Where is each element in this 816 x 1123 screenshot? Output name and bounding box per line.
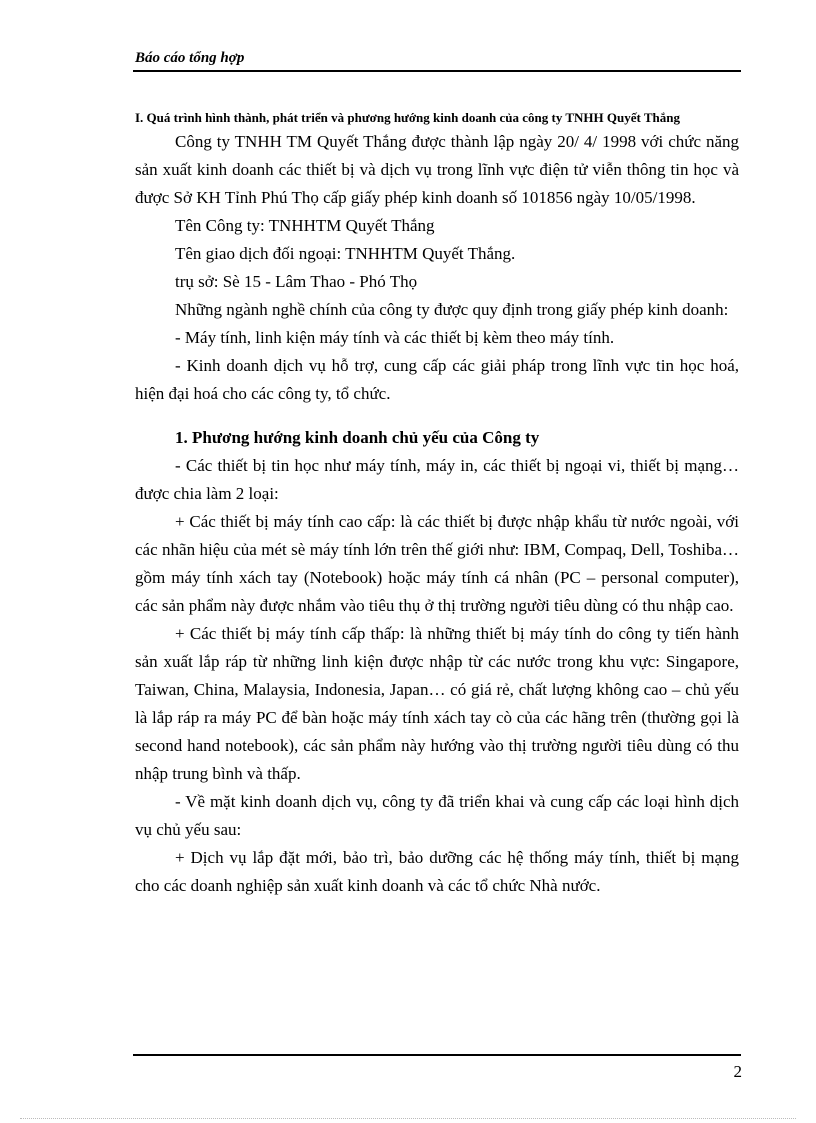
page-number: 2	[733, 1062, 742, 1081]
paragraph: + Các thiết bị máy tính cấp thấp: là những thiết bị máy tính do công ty tiến hành sản xuất lắp ráp từ những linh kiện được nhập từ các nước trong khu vực: Singapore, Taiwan, China, Malaysia, Indonesia, Japan… có giá rẻ, chất lượng không cao – chủ yếu là lắp ráp ra máy PC để bàn hoặc máy tính xách tay cò của các hãng trên (thường gọi là second hand notebook), các sản phẩm này hướng vào thị trường người tiêu dùng có thu nhập trung bình và thấp.	[135, 624, 739, 783]
paragraph: + Các thiết bị máy tính cao cấp: là các thiết bị được nhập khẩu từ nước ngoài, với các nhãn hiệu của mét sè máy tính lớn trên thế giới như: IBM, Compaq, Dell, Toshiba… gồm máy tính xách tay (Notebook) hoặc máy tính cá nhân (PC – personal computer), các sản phẩm này được nhắm vào tiêu thụ ở thị trường người tiêu dùng có thu nhập cao.	[135, 512, 739, 615]
paragraph: Tên Công ty: TNHHTM Quyết Thắng	[175, 216, 435, 235]
footer-rule	[133, 1054, 741, 1056]
paragraph: Công ty TNHH TM Quyết Thắng được thành lập ngày 20/ 4/ 1998 với chức năng sản xuất kinh doanh các thiết bị và dịch vụ trong lĩnh vực điện tử viễn thông tin học và được Sở KH Tỉnh Phú Thọ cấp giấy phép kinh doanh số 101856 ngày 10/05/1998.	[135, 132, 739, 207]
paragraph: - Các thiết bị tin học như máy tính, máy in, các thiết bị ngoại vi, thiết bị mạng… được chia làm 2 loại:	[135, 456, 739, 503]
paragraph: - Về mặt kinh doanh dịch vụ, công ty đã triển khai và cung cấp các loại hình dịch vụ chủ yếu sau:	[135, 792, 739, 839]
paragraph: - Kinh doanh dịch vụ hỗ trợ, cung cấp các giải pháp trong lĩnh vực tin học hoá, hiện đại hoá cho các công ty, tổ chức.	[135, 356, 739, 403]
header-rule	[133, 70, 741, 72]
subsection-heading: 1. Phương hướng kinh doanh chủ yếu của Công ty	[175, 428, 540, 447]
section-heading: I. Quá trình hình thành, phát triển và phương hướng kinh doanh của công ty TNHH Quyết Thắng	[135, 110, 680, 125]
paragraph: trụ sở: Sè 15 - Lâm Thao - Phó Thọ	[175, 272, 418, 291]
paragraph: Tên giao dịch đối ngoại: TNHHTM Quyết Thắng.	[175, 244, 516, 263]
paragraph: Những ngành nghề chính của công ty được quy định trong giấy phép kinh doanh:	[175, 300, 729, 319]
document-body	[135, 108, 739, 900]
page-edge	[20, 1118, 796, 1119]
page-header-title: Báo cáo tổng hợp	[135, 50, 245, 66]
paragraph: - Máy tính, linh kiện máy tính và các thiết bị kèm theo máy tính.	[175, 328, 615, 347]
paragraph: + Dịch vụ lắp đặt mới, bảo trì, bảo dưỡng các hệ thống máy tính, thiết bị mạng cho các doanh nghiệp sản xuất kinh doanh và các tổ chức Nhà nước.	[135, 848, 739, 895]
